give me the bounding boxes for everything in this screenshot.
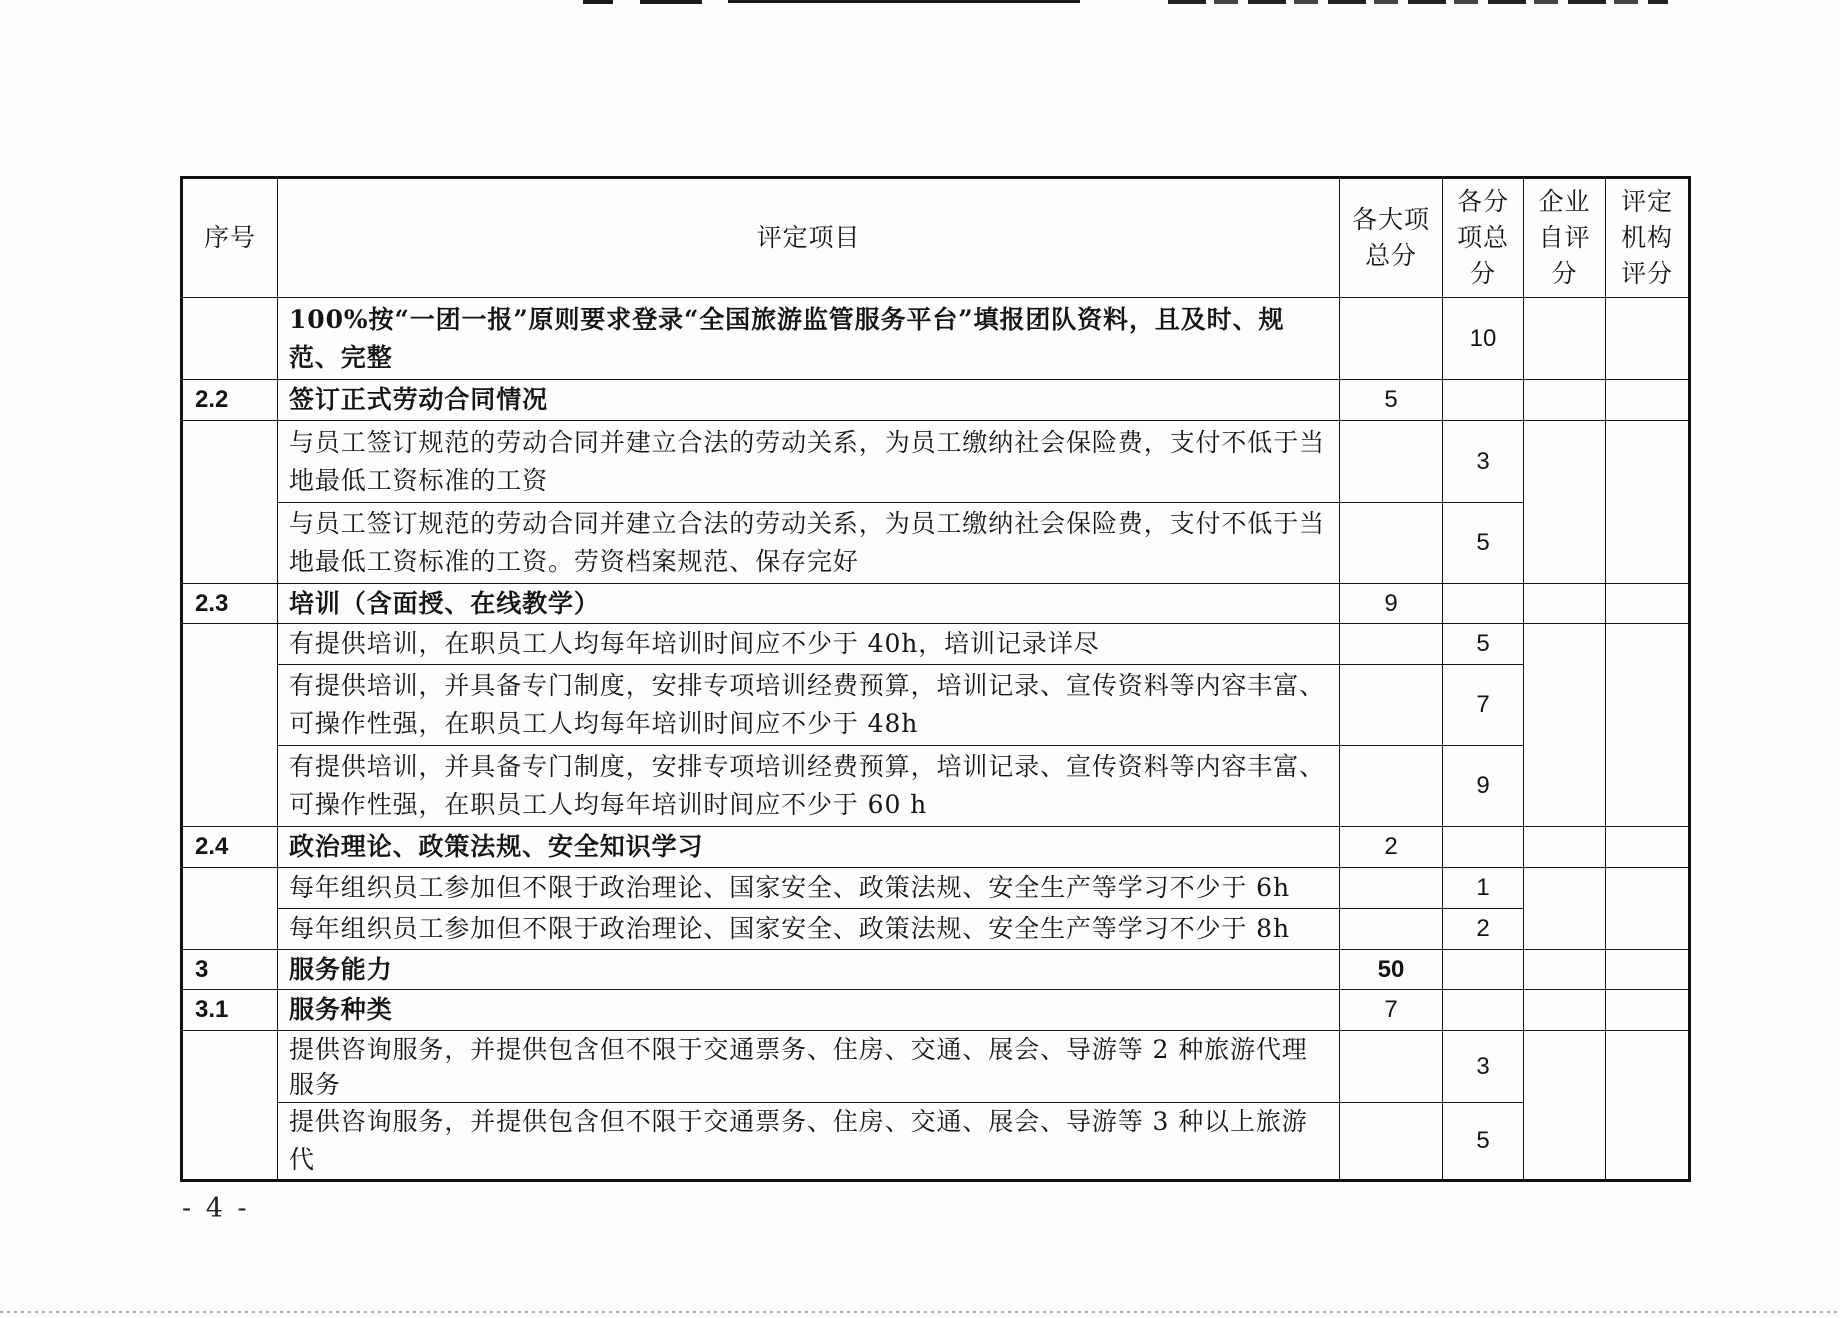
sub-total-cell: 9 [1443,746,1524,827]
header-major-total: 各大项总分 [1340,178,1443,298]
table-row [182,1031,1690,1103]
item-text: 每年组织员工参加但不限于政治理论、国家安全、政策法规、安全生产等学习不少于 8h [278,909,1340,950]
major-total-cell [1340,503,1443,584]
row-number-cell: 3.1 [182,990,278,1031]
table-row [182,990,1690,1031]
scan-artifact-top [728,0,1080,3]
scan-artifact-top [1168,0,1668,4]
evaluation-table [180,176,1691,1182]
item-text: 与员工签订规范的劳动合同并建立合法的劳动关系，为员工缴纳社会保险费，支付不低于当地最低工资标准的工资。劳资档案规范、保存完好 [278,503,1340,584]
major-total-cell [1340,1103,1443,1181]
major-total-cell [1340,909,1443,950]
sub-total-cell [1443,827,1524,868]
self-score-cell [1524,868,1606,950]
sub-total-cell: 5 [1443,624,1524,665]
row-number-cell [182,1031,278,1181]
major-total-cell [1340,868,1443,909]
sub-total-cell: 3 [1443,1031,1524,1103]
row-number-cell [182,624,278,827]
table-row [182,421,1690,503]
self-score-cell [1524,421,1606,584]
table-row [182,584,1690,624]
sub-total-cell: 5 [1443,503,1524,584]
header-row [182,178,1690,298]
major-total-cell [1340,665,1443,746]
item-text: 有提供培训，在职员工人均每年培训时间应不少于 40h，培训记录详尽 [278,624,1340,665]
table-row [182,827,1690,868]
item-text: 每年组织员工参加但不限于政治理论、国家安全、政策法规、安全生产等学习不少于 6h [278,868,1340,909]
major-total-cell [1340,746,1443,827]
table-row [182,909,1690,950]
self-score-cell [1524,950,1606,990]
self-score-cell [1524,624,1606,827]
major-total-cell: 7 [1340,990,1443,1031]
major-total-cell [1340,624,1443,665]
header-sub-total: 各分项总分 [1443,178,1524,298]
agency-score-cell [1606,950,1690,990]
row-number-cell: 3 [182,950,278,990]
table-row [182,665,1690,746]
scan-artifact-top [583,0,613,4]
major-total-cell: 2 [1340,827,1443,868]
row-number-cell [182,421,278,584]
sub-total-cell [1443,950,1524,990]
self-score-cell [1524,827,1606,868]
major-total-cell: 50 [1340,950,1443,990]
agency-score-cell [1606,624,1690,827]
agency-score-cell [1606,380,1690,421]
row-number-cell: 2.2 [182,380,278,421]
sub-total-cell: 7 [1443,665,1524,746]
page-number: - 4 - [182,1193,247,1224]
sub-total-cell [1443,990,1524,1031]
agency-score-cell [1606,827,1690,868]
major-total-cell: 9 [1340,584,1443,624]
self-score-cell [1524,990,1606,1031]
sub-total-cell [1443,380,1524,421]
item-text: 提供咨询服务，并提供包含但不限于交通票务、住房、交通、展会、导游等 3 种以上旅游代 [278,1103,1340,1181]
row-number-cell [182,868,278,950]
item-text: 培训（含面授、在线教学） [278,584,1340,624]
scan-artifact-bottom [0,1311,1840,1313]
table-row [182,624,1690,665]
agency-score-cell [1606,584,1690,624]
major-total-cell [1340,1031,1443,1103]
self-score-cell [1524,1031,1606,1181]
table-row [182,503,1690,584]
agency-score-cell [1606,868,1690,950]
table-row [182,1103,1690,1181]
sub-total-cell: 5 [1443,1103,1524,1181]
table-row [182,868,1690,909]
header-self-score: 企业自评分 [1524,178,1606,298]
table-row [182,298,1690,380]
row-number-cell: 2.3 [182,584,278,624]
self-score-cell [1524,584,1606,624]
item-text: 政治理论、政策法规、安全知识学习 [278,827,1340,868]
table-row [182,380,1690,421]
row-number-cell: 2.4 [182,827,278,868]
table-row [182,950,1690,990]
sub-total-cell [1443,584,1524,624]
row-number-cell [182,298,278,380]
sub-total-cell: 10 [1443,298,1524,380]
major-total-cell [1340,421,1443,503]
self-score-cell [1524,380,1606,421]
self-score-cell [1524,298,1606,380]
item-text: 有提供培训，并具备专门制度，安排专项培训经费预算，培训记录、宣传资料等内容丰富、可操作性强，在职员工人均每年培训时间应不少于 60 h [278,746,1340,827]
sub-total-cell: 3 [1443,421,1524,503]
item-text: 服务种类 [278,990,1340,1031]
item-text: 100%按“一团一报”原则要求登录“全国旅游监管服务平台”填报团队资料，且及时、规范、完整 [278,298,1340,380]
item-text: 签订正式劳动合同情况 [278,380,1340,421]
sub-total-cell: 2 [1443,909,1524,950]
scan-artifact-top [640,0,702,4]
table-row [182,746,1690,827]
major-total-cell: 5 [1340,380,1443,421]
agency-score-cell [1606,298,1690,380]
item-text: 提供咨询服务，并提供包含但不限于交通票务、住房、交通、展会、导游等 2 种旅游代理服务 [278,1031,1340,1103]
sub-total-cell: 1 [1443,868,1524,909]
agency-score-cell [1606,1031,1690,1181]
agency-score-cell [1606,421,1690,584]
header-agency-score: 评定机构评分 [1606,178,1690,298]
agency-score-cell [1606,990,1690,1031]
item-text: 与员工签订规范的劳动合同并建立合法的劳动关系，为员工缴纳社会保险费，支付不低于当地最低工资标准的工资 [278,421,1340,503]
major-total-cell [1340,298,1443,380]
header-item: 评定项目 [278,178,1340,298]
item-text: 服务能力 [278,950,1340,990]
header-no: 序号 [182,178,278,298]
item-text: 有提供培训，并具备专门制度，安排专项培训经费预算，培训记录、宣传资料等内容丰富、可操作性强，在职员工人均每年培训时间应不少于 48h [278,665,1340,746]
